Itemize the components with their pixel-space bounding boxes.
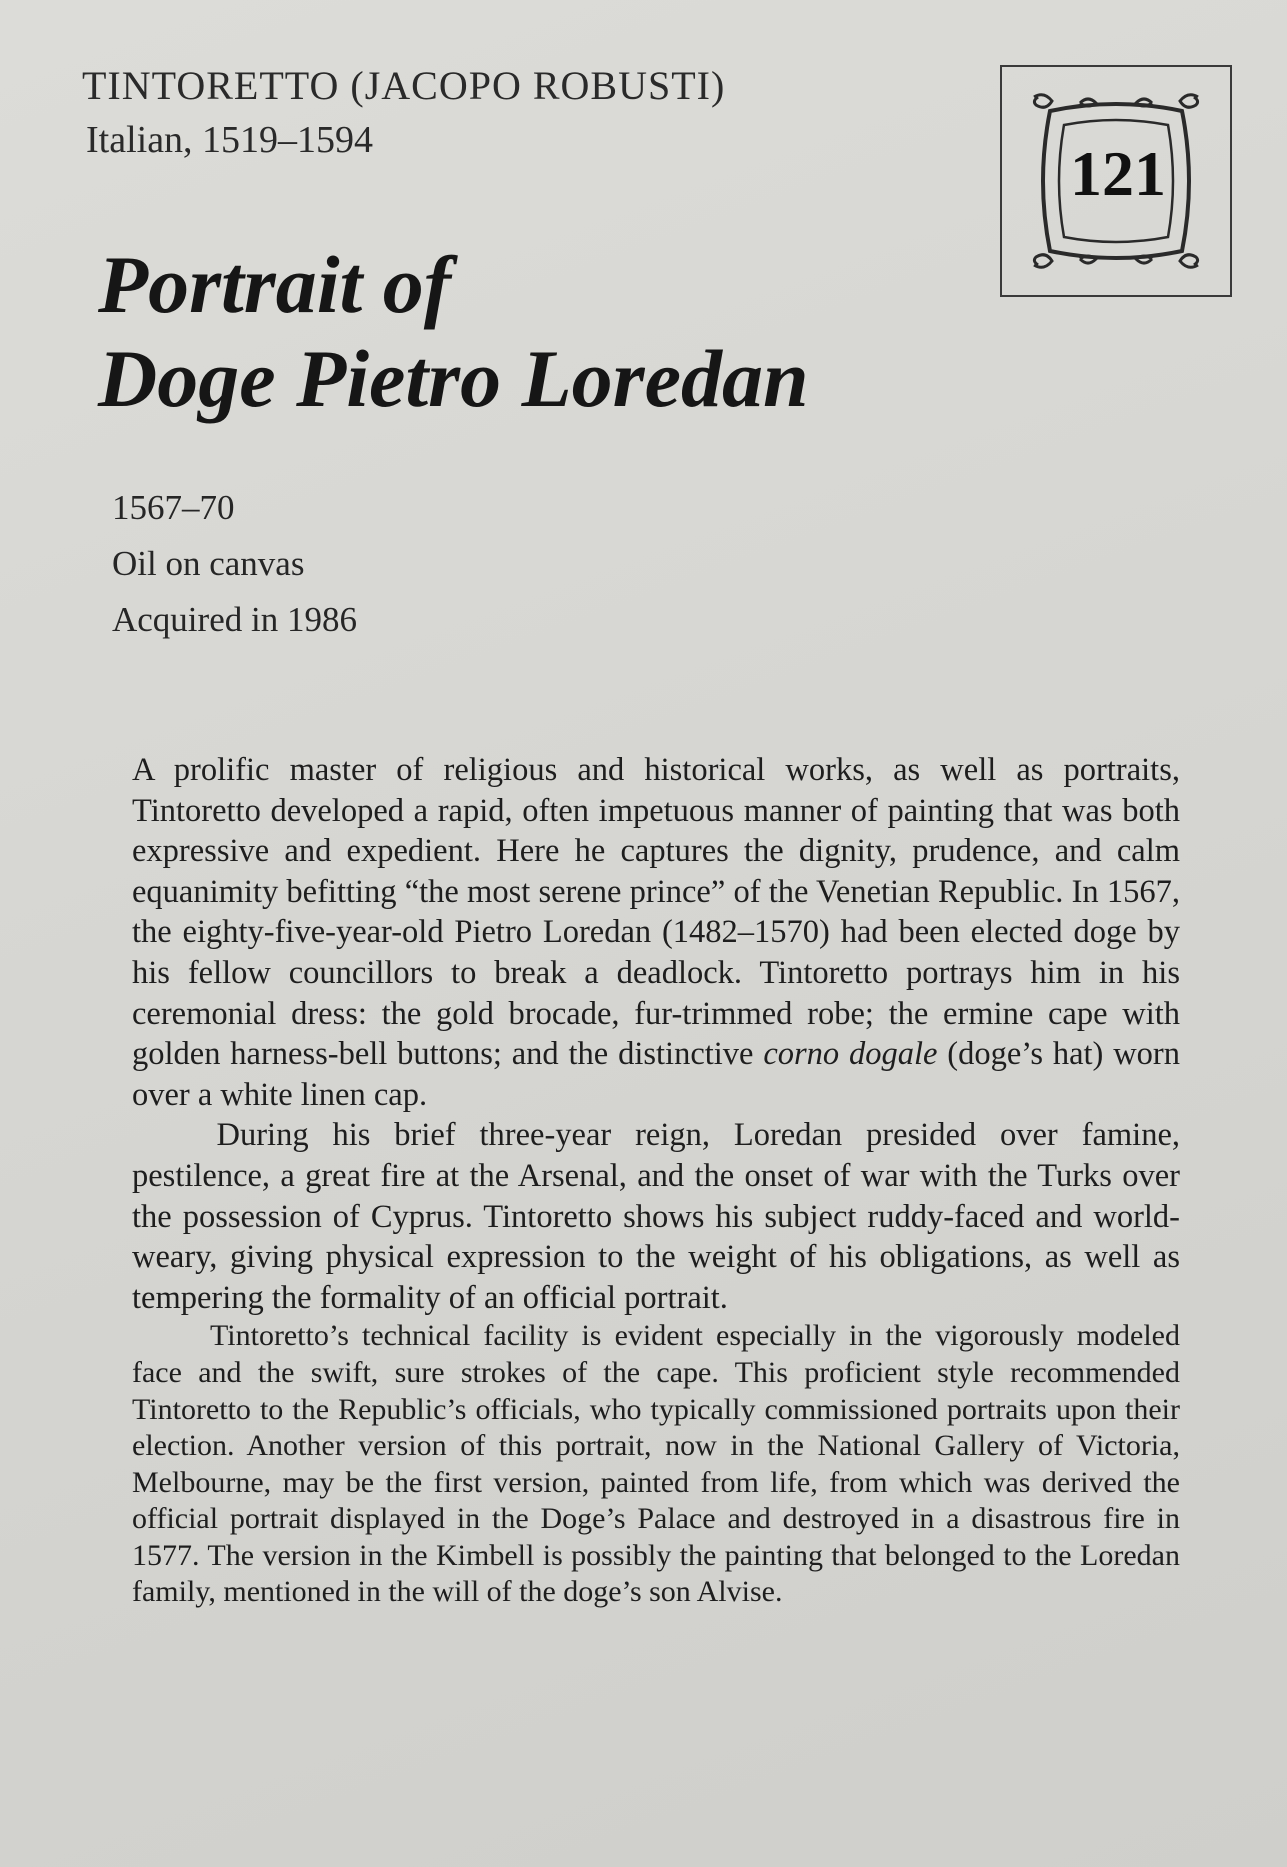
paragraph-1-text-b: (doge’s hat) worn over a white linen cap. xyxy=(132,1036,1180,1113)
description-paragraph-1 xyxy=(132,750,1180,1115)
artist-nationality-dates: Italian, 1519–1594 xyxy=(86,119,374,161)
title-line-1: Portrait of xyxy=(98,239,452,330)
catalog-number-plaque xyxy=(1000,65,1232,297)
artwork-title xyxy=(98,238,809,426)
acquisition-info: Acquired in 1986 xyxy=(112,600,357,639)
artwork-medium: Oil on canvas xyxy=(112,544,305,583)
catalog-number: 121 xyxy=(1070,138,1166,209)
title-line-2: Doge Pietro Loredan xyxy=(98,333,809,424)
artwork-date: 1567–70 xyxy=(112,488,235,527)
italic-term-corno-dogale: corno dogale xyxy=(763,1036,938,1073)
artwork-details xyxy=(112,480,357,648)
description-paragraph-2: During his brief three-year reign, Loredan presided over famine, pestilence, a great fire at the Arsenal, and the onset of war with the Turks over the possession of Cyprus. Tintoretto shows his subject ruddy-faced and world-weary, giving physical expression to the weight of his obligations, as well as tempering the formality of an official portrait. xyxy=(132,1117,1180,1316)
description-text xyxy=(132,750,1180,1611)
paragraph-1-text-a: A prolific master of religious and historical works, as well as portraits, Tintoretto developed a rapid, often impetuous manner of painting that was both expressive and expedient. Here he captures the dignity, prudence, and calm equanimity befitting “the most serene prince” of the Venetian Republic. In 1567, the eighty-five-year-old Pietro Loredan (1482–1570) had been elected doge by his fellow councillors to break a deadlock. Tintoretto portrays him in his ceremonial dress: the gold brocade, fur-trimmed robe; the ermine cape with golden harness-bell buttons; and the distinctive xyxy=(132,752,1180,1073)
description-paragraph-3: Tintoretto’s technical facility is evident especially in the vigorously modeled face and the swift, sure strokes of the cape. This proficient style recommended Tintoretto to the Republic’s officials, who typically commissioned portraits upon their election. Another version of this portrait, now in the National Gallery of Victoria, Melbourne, may be the first version, painted from life, from which was derived the official portrait displayed in the Doge’s Palace and destroyed in a disastrous fire in 1577. The version in the Kimbell is possibly the painting that belonged to the Loredan family, mentioned in the will of the doge’s son Alvise. xyxy=(132,1319,1180,1609)
artist-name: TINTORETTO (JACOPO ROBUSTI) xyxy=(82,63,726,108)
